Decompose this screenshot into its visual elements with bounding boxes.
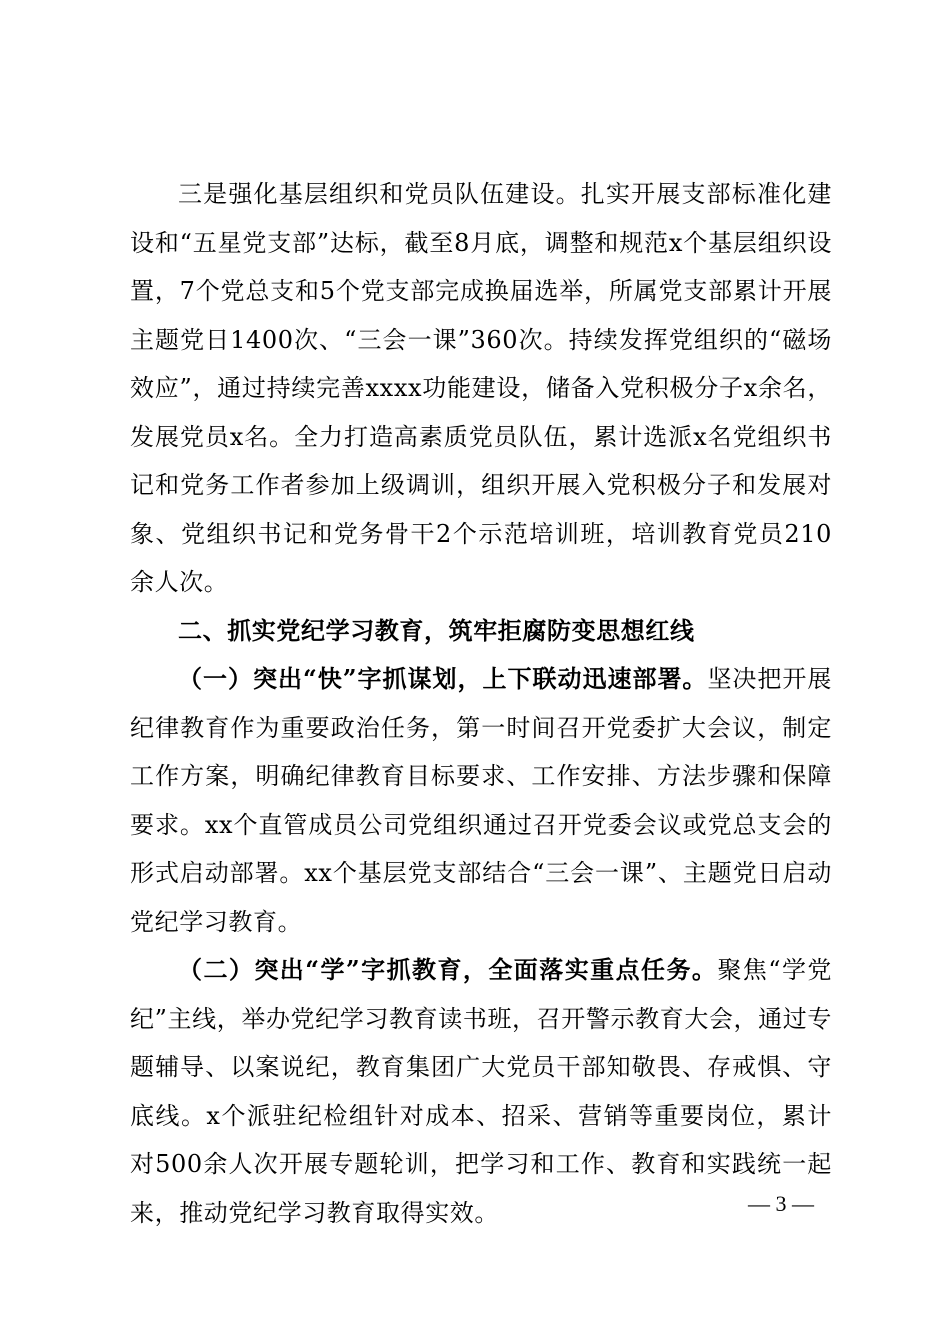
section-heading: 二、抓实党纪学习教育，筑牢拒腐防变思想红线 — [178, 616, 695, 645]
subsection-one — [130, 655, 832, 946]
page-number: — 3 — — [748, 1191, 814, 1216]
subsection-two-lead: （二）突出“学”字抓教育，全面落实重点任务。 — [178, 955, 718, 984]
subsection-one-lead: （一）突出“快”字抓谋划，上下联动迅速部署。 — [178, 664, 708, 693]
subsection-one-text: 坚决把开展纪律教育作为重要政治任务，第一时间召开党委扩大会议，制定工作方案，明确纪律教育目标要求、工作安排、方法步骤和保障要求。xx个直管成员公司党组织通过召开党委会议或党总支会的形式启动部署。xx个基层党支部结合“三会一课”、主题党日启动党纪学习教育。 — [130, 665, 833, 936]
paragraph-grassroots-organization — [130, 170, 832, 607]
subsection-two — [130, 946, 832, 1237]
subsection-two-text: 聚焦“学党纪”主线，举办党纪学习教育读书班，召开警示教育大会，通过专题辅导、以案说纪，教育集团广大党员干部知敬畏、存戒惧、守底线。x个派驻纪检组针对成本、招采、营销等重要岗位，累计对500余人次开展专题轮训，把学习和工作、教育和实践统一起来，推动党纪学习教育取得实效。 — [130, 956, 832, 1227]
document-body — [130, 170, 832, 1237]
paragraph-text: 三是强化基层组织和党员队伍建设。扎实开展支部标准化建设和“五星党支部”达标，截至8月底，调整和规范x个基层组织设置，7个党总支和5个党支部完成换届选举，所属党支部累计开展主题党日1400次、“三会一课”360次。持续发挥党组织的“磁场效应”，通过持续完善xxxx功能建设，储备入党积极分子x余名，发展党员x名。全力打造高素质党员队伍，累计选派x名党组织书记和党务工作者参加上级调训，组织开展入党积极分子和发展对象、党组织书记和党务骨干2个示范培训班，培训教育党员210余人次。 — [130, 180, 832, 596]
